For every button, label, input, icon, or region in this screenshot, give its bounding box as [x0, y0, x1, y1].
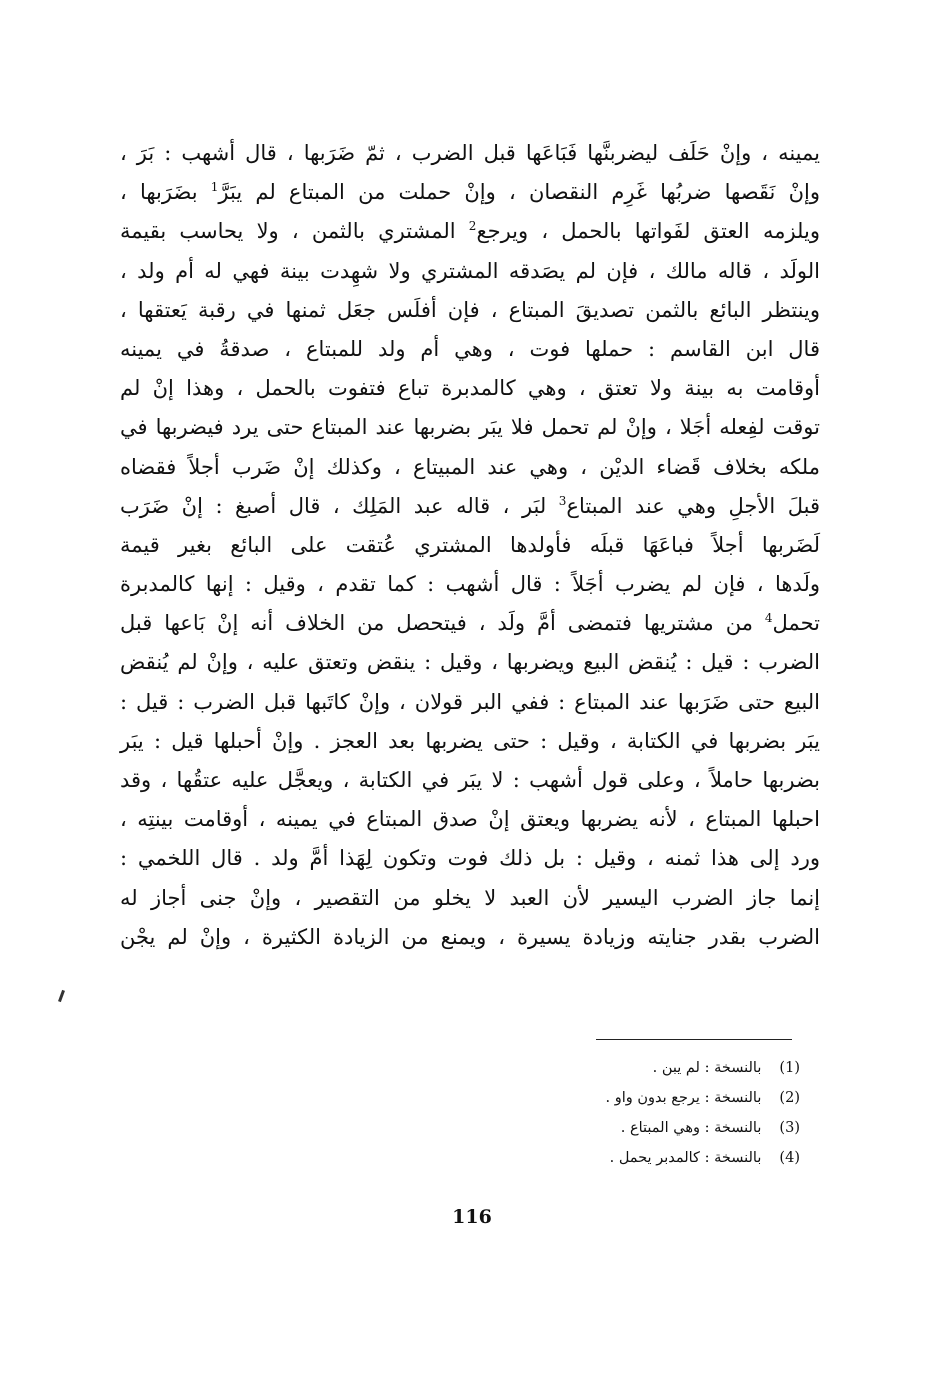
text-line: لَضَربها أجلاً فباعَهَا قبلَه فأولدها المشتري عُتقت على البائع بغير قيمة [120, 532, 820, 557]
footnote-number: (1) [779, 1060, 800, 1076]
footnote [420, 1143, 800, 1173]
footnote-text: بالنسخة : كالمدبر يحمل . [609, 1150, 762, 1166]
margin-mark [58, 990, 65, 1002]
text-line: قال ابن القاسم : حملها فوت ، وهي أم ولد للمبتاع ، صدقةُ في يمينه [120, 336, 820, 361]
footnote [420, 1083, 800, 1113]
footnote-number: (4) [779, 1150, 800, 1166]
main-text [120, 134, 820, 957]
text-line: توقت لفِعله أجَلا ، وإنْ لم تحمل فلا يبَر بضربها عند المبتاع حتى يرد فيضربها في [120, 415, 820, 440]
text-line: تحمل$^4$ من مشتريها فتمضى أمَّ ولَد ، فيتحصل من الخلاف أنه إنْ بَاعها قبل [120, 611, 820, 636]
text-line: أوقامت به بينة ولا تعتق ، وهي كالمدبرة تباع فتفوت بالحمل ، وهذا إنْ لم [120, 376, 820, 401]
page-number: 116 [452, 1206, 492, 1228]
footnote-ref: 4 [764, 611, 773, 626]
footnote-number: (2) [779, 1090, 800, 1106]
footnote [420, 1113, 800, 1143]
footnote-ref: 2 [468, 219, 477, 234]
footnote-separator [596, 1039, 792, 1040]
text-line: ولَدها ، فإن لم يضرب أجَلاً : قال أشهب : كما تقدم ، وقيل : إنها كالمدبرة [120, 572, 820, 597]
text-line: ملكه بخلاف قَضاء الديْن ، وهي عند المبيتاع ، وكذلك إنْ ضَرب أجلاً فقضاه [120, 454, 820, 479]
text-line: ويلزمه العتق لفَواتها بالحمل ، ويرجع$^2$ المشتري بالثمن ، ولا يحاسب بقيمة [120, 219, 820, 244]
text-line: يبَر بضربها في الكتابة ، وقيل : حتى يضربها بعد العجز . وإنْ أحبلها قيل : يبَر [120, 728, 820, 753]
text-line: وينتظر البائع بالثمن تصديقَ المبتاع ، فإن أفلَس جعَل ثمنها في رقبة يَعتقها ، [120, 297, 820, 322]
text-line: يمينه ، وإنْ حَلَف ليضربنَّها فَبَاعَها قبل الضرب ، ثمّ ضَرَبها ، قال أشهب : بَرَ ، [120, 141, 820, 165]
footnote-ref: 3 [558, 493, 567, 508]
footnote-text: بالنسخة : يرجع بدون واو . [605, 1090, 762, 1106]
text-line: الولَد ، قاله مالك ، فإن لم يصَدقه المشتري ولا شهِدت بينة فهي له أم ولد ، [120, 258, 820, 283]
text-line: الضرب بقدر جنايته وزيادة يسيرة ، ويمنع من الزيادة الكثيرة ، وإنْ لم يجْن [120, 924, 820, 949]
footnote-number: (3) [779, 1120, 800, 1136]
text-line: وإنْ نَقَصها ضربُها غَرِم النقصان ، وإنْ حملت من المبتاع لم يبَرَّ$^1$ بضَرَبها ، [120, 180, 820, 205]
footnote-ref: 1 [210, 180, 219, 195]
footnote-text: بالنسخة : لم يبن . [652, 1060, 762, 1076]
text-line: احبلها المبتاع ، لأنه يضربها ويعتق إنْ صدق المبتاع في يمينه ، أوقامت بينتِه ، [120, 807, 820, 832]
footnote-text: بالنسخة : وهي المبتاع . [620, 1120, 762, 1136]
text-line: الضرب : قيل : يُنقض البيع ويضربها ، وقيل : ينقض وتعتق عليه ، وإنْ لم يُنقض [120, 650, 820, 675]
text-line: إنما جاز الضرب اليسير لأن العبد لا يخلو من التقصير ، وإنْ جنى أجاز له [120, 885, 820, 910]
footnotes [420, 1053, 800, 1173]
text-line: قبلَ الأجلِ وهي عند المبتاع$^3$ لبَر ، قاله عبد المَلِك ، قال أصبغ : إنْ ضَرَب [120, 493, 820, 518]
text-line: بضربها حاملاً ، وعلى قول أشهب : لا يبَر في الكتابة ، ويعجَّل عليه عتقُها ، وقد [120, 768, 820, 792]
text-line: البيع حتى ضَرَبها عند المبتاع : ففي البر قولان ، وإنْ كاتَبها قبل الضرب : قيل : [120, 689, 820, 714]
footnote [420, 1053, 800, 1083]
text-line: ورد إلى هذا ثمنه ، وقيل : بل ذلك فوت وتكون لِهَذا أمَّ ولد . قال اللخمي : [120, 846, 820, 871]
